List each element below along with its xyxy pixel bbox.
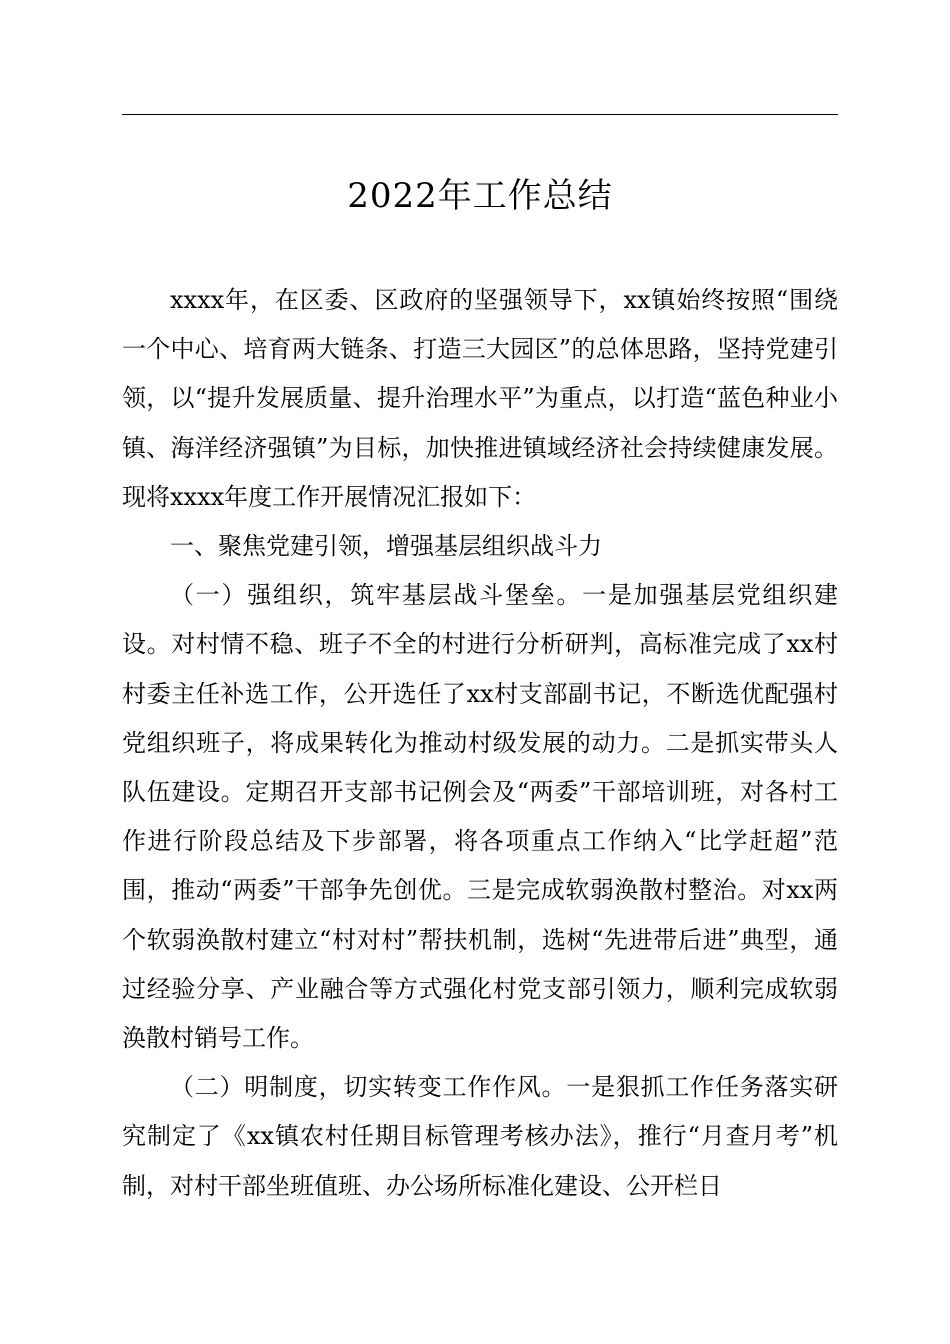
subsection-paragraph-2: （二）明制度，切实转变工作作风。一是狠抓工作任务落实研究制定了《xx镇农村任期目标管理考核办法》，推行“月查月考”机制，对村干部坐班值班、办公场所标准化建设、公开栏日 [122,1073,838,1200]
header-rule [122,114,838,115]
intro-paragraph: xxxx年，在区委、区政府的坚强领导下，xx镇始终按照“围绕一个中心、培育两大链条、打造三大园区”的总体思路，坚持党建引领，以“提升发展质量、提升治理水平”为重点，以打造“蓝色种业小镇、海洋经济强镇”为目标，加快推进镇域经济社会持续健康发展。现将xxxx年度工作开展情况汇报如下： [122,286,838,511]
document-title: 2022年工作总结 [347,176,613,216]
document-body [122,276,838,1211]
section-heading-1: 一、聚焦党建引领，增强基层组织战斗力 [170,532,602,561]
subsection-paragraph-1: （一）强组织，筑牢基层战斗堡垒。一是加强基层党组织建设。对村情不稳、班子不全的村进行分析研判，高标准完成了xx村村委主任补选工作，公开选任了xx村支部副书记，不断选优配强村党组织班子，将成果转化为推动村级发展的动力。二是抓实带头人队伍建设。定期召开支部书记例会及“两委”干部培训班，对各村工作进行阶段总结及下步部署，将各项重点工作纳入“比学赶超”范围，推动“两委”干部争先创优。三是完成软弱涣散村整治。对xx两个软弱涣散村建立“村对村”帮扶机制，选树“先进带后进”典型，通过经验分享、产业融合等方式强化村党支部引领力，顺利完成软弱涣散村销号工作。 [122,581,838,1053]
